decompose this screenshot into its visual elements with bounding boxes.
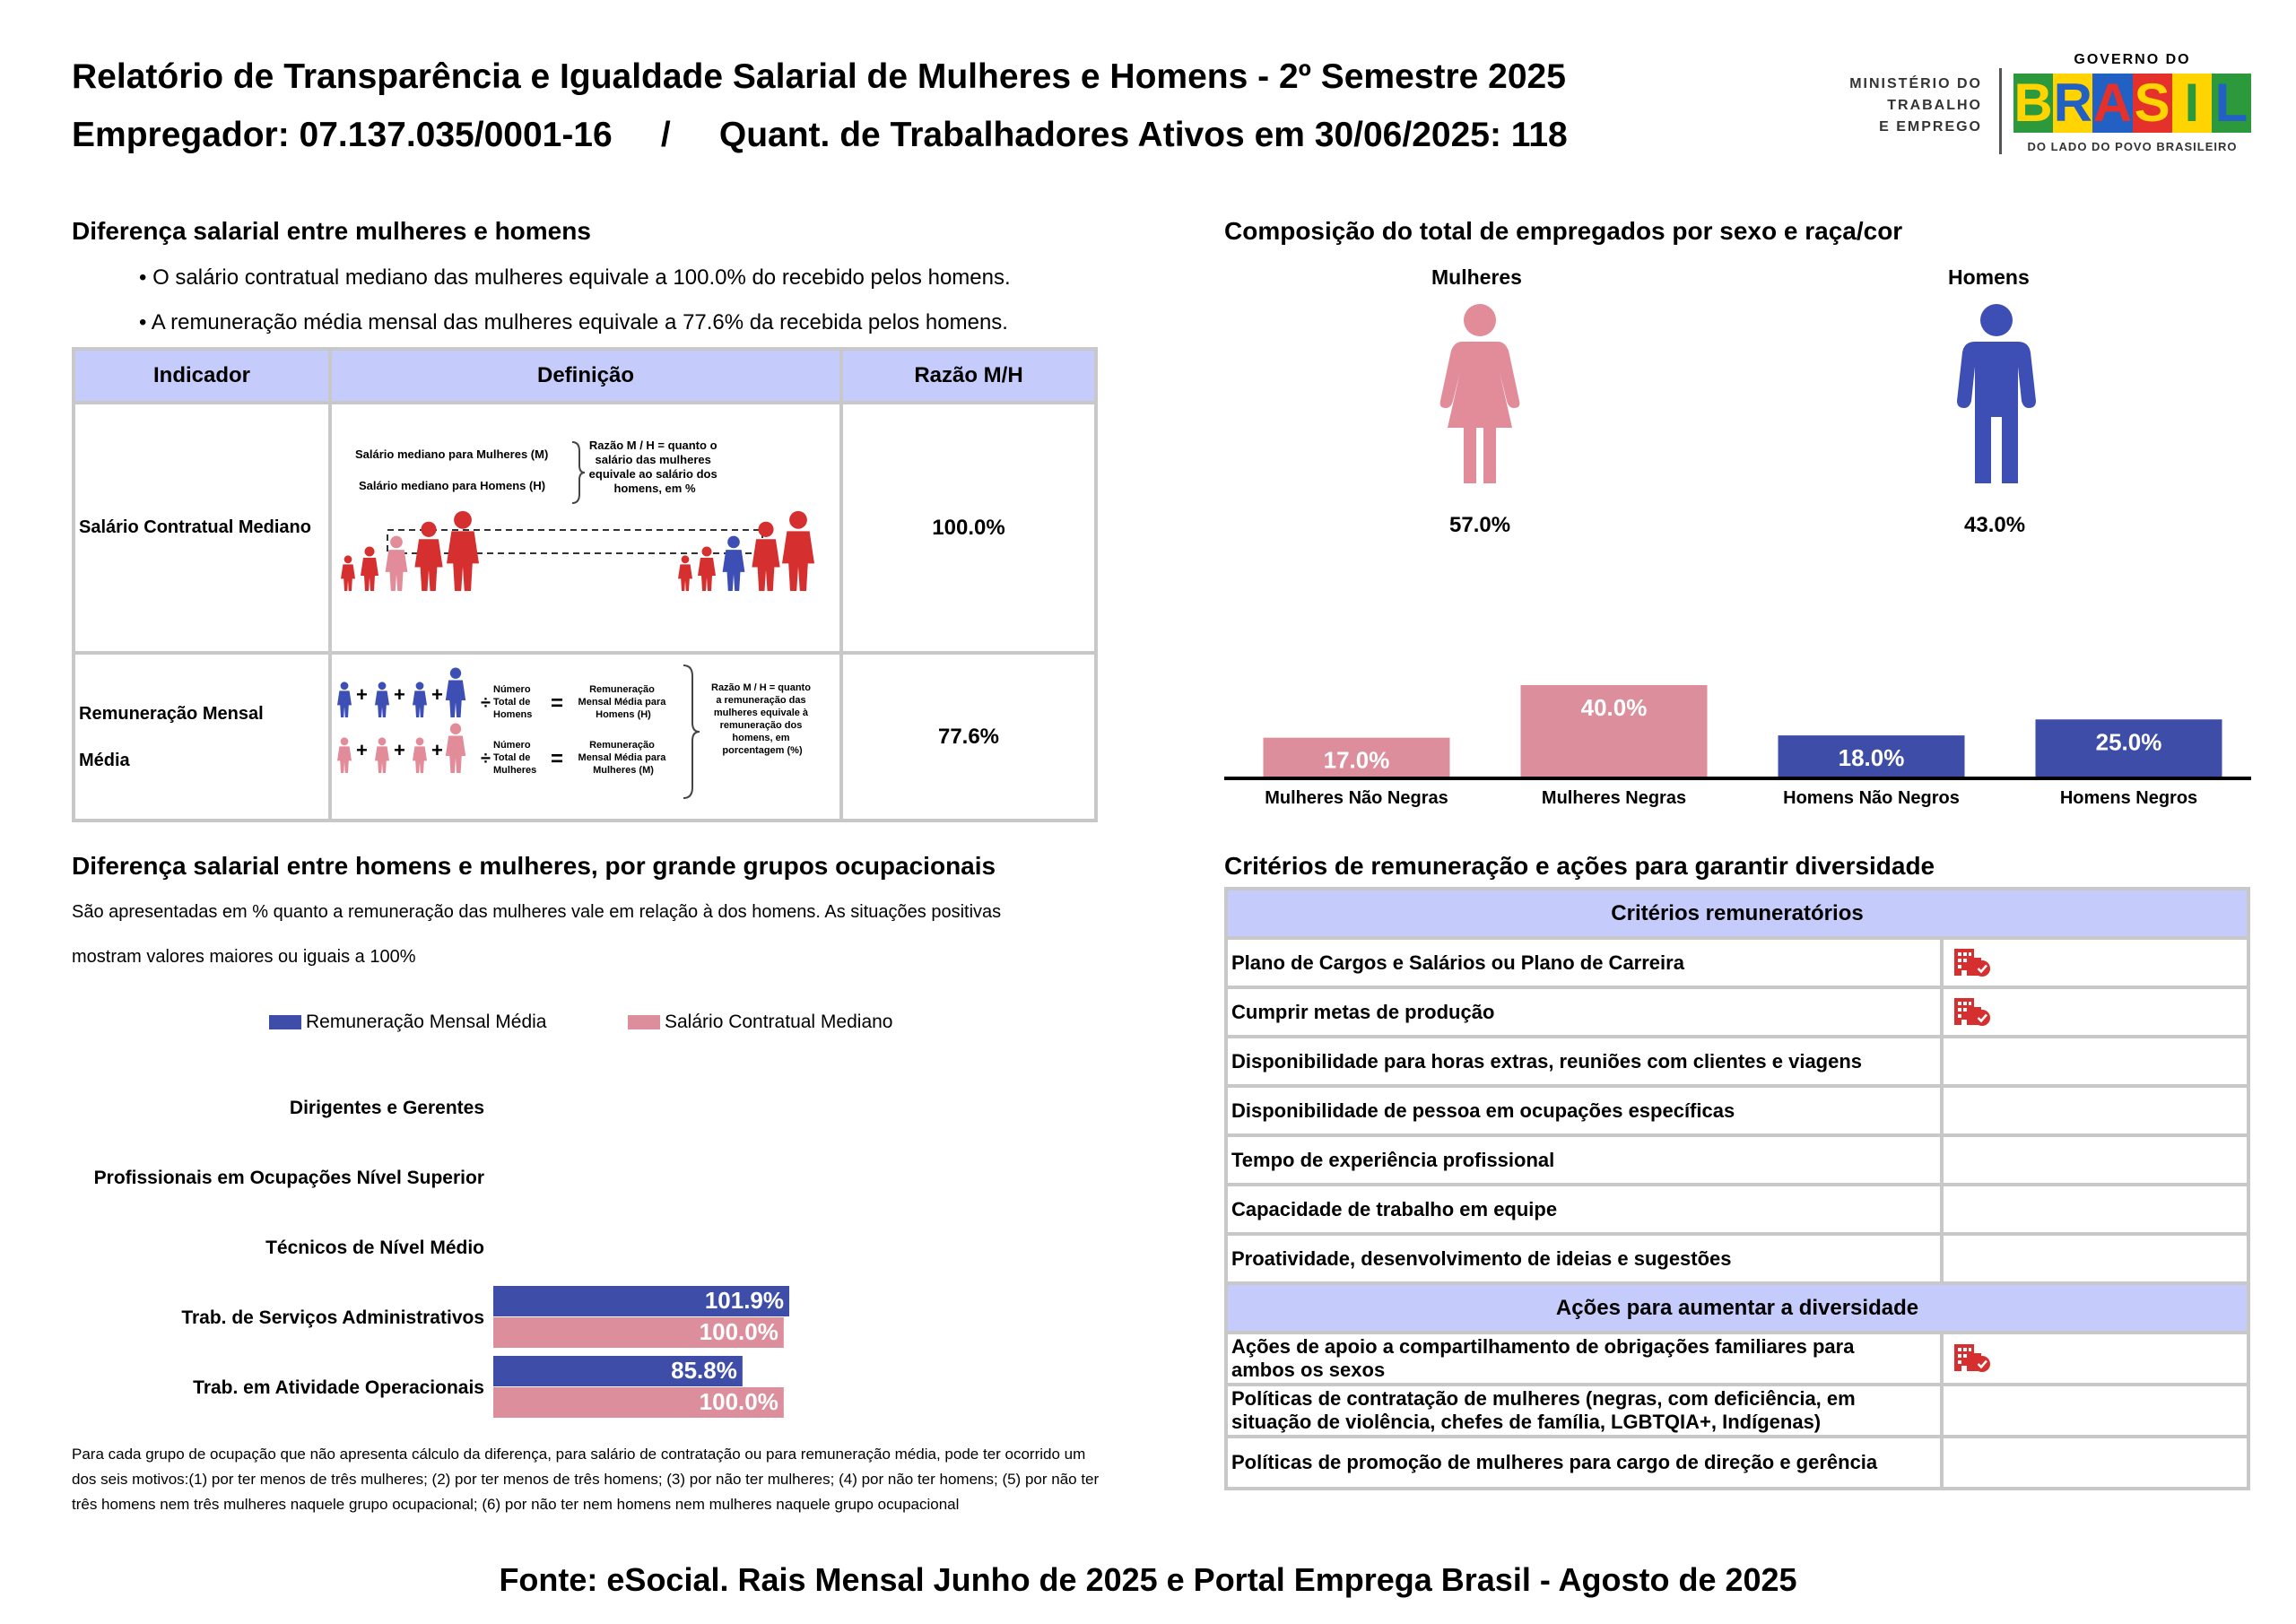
row-label-remuneracao (74, 653, 330, 821)
gov-logo-bottom: DO LADO DO POVO BRASILEIRO (2027, 140, 2238, 153)
eq-count-men: Número Total de Homens (493, 684, 533, 720)
table-row (1226, 1333, 2248, 1385)
criteria-table (1224, 887, 2250, 1490)
criteria-item-status (1942, 1086, 2248, 1135)
criteria-item-status (1942, 987, 2248, 1037)
indicator-table-header (74, 349, 1096, 403)
person-icon (386, 536, 408, 591)
composition-title: Composição do total de empregados por sexo e raça/cor (1224, 217, 1903, 245)
woman-icon (1426, 300, 1534, 489)
salary-gap-bullet-1: • O salário contratual mediano das mulheres equivale a 100.0% do recebido pelos homens. (139, 265, 1011, 290)
criteria-item-status (1942, 1135, 2248, 1185)
woman-figure-icon (413, 737, 427, 773)
table-row (74, 653, 1096, 821)
woman-figure-icon (337, 737, 352, 773)
occupational-desc-2: mostram valores maiores ou iguais a 100% (72, 947, 416, 967)
header-indicador: Indicador (74, 349, 330, 403)
criteria-item-label: Disponibilidade para horas extras, reuniões com clientes e viagens (1226, 1037, 1942, 1086)
woman-figure-icon (375, 737, 389, 773)
criteria-item-label: Capacidade de trabalho em equipe (1226, 1185, 1942, 1234)
legend-label-salario: Salário Contratual Mediano (665, 1012, 893, 1032)
man-figure-icon (375, 682, 389, 717)
logo-divider (1999, 68, 2002, 154)
women-percent: 57.0% (1449, 513, 1511, 537)
criteria-item-label: Disponibilidade de pessoa em ocupações específicas (1226, 1086, 1942, 1135)
table-row (74, 403, 1096, 653)
occupational-bar-value: 100.0% (699, 1318, 778, 1345)
composition-bar-value: 40.0% (1580, 694, 1648, 721)
diagram-note: Razão M / H = quanto o salário das mulheres equivale ao salário dos homens, em % (588, 439, 718, 495)
table-row (1226, 1037, 2248, 1086)
action-item-label: Políticas de contratação de mulheres (negras, com deficiência, em situação de violência, chefes de família, LGBTQIA+, Indígenas) (1226, 1385, 1942, 1437)
occupational-title: Diferença salarial entre homens e mulheres, por grande grupos ocupacionais (72, 852, 996, 880)
person-icon (723, 536, 745, 591)
occupational-desc-1: São apresentadas em % quanto a remuneração das mulheres vale em relação à dos homens. As situações positivas (72, 902, 1002, 922)
man-icon (1943, 300, 2050, 489)
criteria-title: Critérios de remuneração e ações para garantir diversidade (1224, 852, 1935, 880)
brasil-wordmark: B R A S I L (2013, 74, 2251, 133)
plus-sign: + (394, 739, 405, 761)
salario-diagram (332, 404, 839, 647)
men-figures (678, 511, 814, 591)
composition-category-label: Homens Negros (2059, 788, 2198, 808)
diagram-brace (572, 442, 585, 503)
person-icon (414, 522, 442, 591)
indicator-table (72, 347, 1098, 822)
header-definicao: Definição (330, 349, 841, 403)
building-check-icon (1947, 999, 1992, 1021)
eq-brace (683, 665, 700, 798)
man-figure-icon (413, 682, 427, 717)
women-figures (341, 511, 479, 591)
header-razao: Razão M/H (841, 349, 1096, 403)
person-icon (752, 522, 779, 591)
composition-bar-value: 18.0% (1838, 744, 1905, 772)
legend-swatch-remuneracao (269, 1015, 301, 1029)
composition-bar-value: 17.0% (1323, 746, 1390, 774)
woman-figure-icon (446, 724, 465, 773)
criteria-item-status (1942, 1037, 2248, 1086)
criteria-item-label: Cumprir metas de produção (1226, 987, 1942, 1037)
definition-remuneracao-diagram (330, 653, 841, 821)
person-icon (678, 555, 692, 591)
equals-sign-women: = (551, 747, 564, 771)
person-icon (782, 511, 814, 591)
occ-label-administrativos: Trab. de Serviços Administrativos (181, 1307, 484, 1328)
occupational-footnote: Para cada grupo de ocupação que não apresenta cálculo da diferença, para salário de contratação ou para remuneração média, pode ter ocorrido um dos seis motivos:(1) por ter menos de três mulheres; (2) por ter menos de três homens; (3) por não ter mulheres; (4) por não ter homens; (5) por não ter três homens nem três mulheres naquele grupo ocupacional; (6) por não ter nem homens nem mulheres naquele grupo ocupacional (72, 1446, 1100, 1513)
composition-bar-value: 25.0% (2095, 728, 2162, 756)
plus-sign: + (356, 739, 368, 761)
ministry-line-2: TRABALHO (1887, 98, 1982, 113)
divide-sign-men: ÷ (481, 693, 491, 713)
person-icon (341, 555, 355, 591)
criteria-item-label: Plano de Cargos e Salários ou Plano de Carreira (1226, 938, 1942, 987)
man-figure-icon (337, 682, 352, 717)
eq-count-women: Número Total de Mulheres (493, 740, 537, 776)
action-item-status (1942, 1333, 2248, 1385)
building-check-icon (1947, 950, 1992, 972)
legend-swatch-salario (628, 1015, 660, 1029)
salary-gap-bullet-2: • A remuneração média mensal das mulheres equivale a 77.6% da recebida pelos homens. (139, 310, 1008, 334)
criteria-header: Critérios remuneratórios (1226, 889, 2248, 938)
table-row (1226, 1086, 2248, 1135)
criteria-item-label: Tempo de experiência profissional (1226, 1135, 1942, 1185)
plus-sign: + (394, 683, 405, 706)
gov-brasil-logo (2013, 52, 2251, 160)
remuneracao-diagram (332, 655, 839, 814)
plus-sign: + (431, 739, 443, 761)
eq-note: Razão M / H = quanto a remuneração das mulheres equivale à remuneração dos homens, em porcentagem (%) (711, 682, 811, 756)
actions-header: Ações para aumentar a diversidade (1226, 1283, 2248, 1333)
row-label-salario: Salário Contratual Mediano (74, 403, 330, 653)
table-row (1226, 1234, 2248, 1283)
men-label: Homens (1948, 265, 2030, 289)
equals-sign-men: = (551, 691, 564, 716)
person-icon (361, 547, 378, 592)
ministry-logo (1830, 74, 1982, 138)
plus-sign: + (356, 683, 368, 706)
row-label-remuneracao-1: Remuneração Mensal (79, 703, 264, 724)
diagram-text-men: Salário mediano para Homens (H) (359, 479, 546, 492)
table-row (1226, 987, 2248, 1037)
occ-label-superior: Profissionais em Ocupações Nível Superior (93, 1168, 484, 1188)
page-title: Relatório de Transparência e Igualdade Salarial de Mulheres e Homens - 2º Semestre 2025 (72, 57, 1566, 96)
criteria-item-status (1942, 1234, 2248, 1283)
source-footer: Fonte: eSocial. Rais Mensal Junho de 2025 e Portal Emprega Brasil - Agosto de 2025 (499, 1561, 1797, 1598)
employer-line: Empregador: 07.137.035/0001-16 / Quant. de Trabalhadores Ativos em 30/06/2025: 118 (72, 116, 1568, 154)
legend-label-remuneracao: Remuneração Mensal Média (306, 1012, 547, 1032)
men-percent: 43.0% (1964, 513, 2026, 537)
composition-category-label: Mulheres Não Negras (1265, 788, 1448, 808)
table-row (1226, 1185, 2248, 1234)
diagram-text-women: Salário mediano para Mulheres (M) (355, 447, 549, 461)
action-item-label: Ações de apoio a compartilhamento de obrigações familiares para ambos os sexos (1226, 1333, 1942, 1385)
action-item-status (1942, 1437, 2248, 1489)
eq-result-women: Remuneração Mensal Média para Mulheres (M) (578, 740, 666, 776)
composition-category-label: Mulheres Negras (1541, 788, 1687, 808)
man-figure-icon (446, 668, 465, 717)
ratio-remuneracao: 77.6% (841, 653, 1096, 821)
table-row (1226, 1385, 2248, 1437)
criteria-item-label: Proatividade, desenvolvimento de ideias e sugestões (1226, 1234, 1942, 1283)
men-equation-figures (337, 668, 465, 761)
divide-sign-women: ÷ (481, 749, 491, 769)
criteria-item-status (1942, 1185, 2248, 1234)
ratio-salario: 100.0% (841, 403, 1096, 653)
table-row (1226, 1135, 2248, 1185)
composition-axis (1224, 777, 2251, 780)
occupational-bar-value: 85.8% (671, 1357, 737, 1384)
definition-salario-diagram (330, 403, 841, 653)
criteria-item-status (1942, 938, 2248, 987)
occupational-bar-value: 101.9% (704, 1287, 784, 1314)
ministry-line-3: E EMPREGO (1879, 119, 1982, 135)
person-icon (447, 511, 479, 591)
building-check-icon (1947, 1346, 1992, 1368)
gov-logo-top: GOVERNO DO (2074, 52, 2191, 67)
ministry-line-1: MINISTÉRIO DO (1849, 76, 1982, 91)
composition-bar-chart (1224, 664, 2256, 816)
action-item-status (1942, 1385, 2248, 1437)
row-label-remuneracao-2: Média (79, 750, 130, 770)
occ-label-tecnicos: Técnicos de Nível Médio (265, 1238, 484, 1258)
composition-category-label: Homens Não Negros (1783, 788, 1960, 808)
plus-sign: + (431, 683, 443, 706)
women-label: Mulheres (1431, 265, 1522, 289)
action-item-label: Políticas de promoção de mulheres para cargo de direção e gerência (1226, 1437, 1942, 1489)
eq-result-men: Remuneração Mensal Média para Homens (H) (578, 684, 666, 720)
occupational-bar-value: 100.0% (699, 1388, 778, 1415)
occ-label-dirigentes: Dirigentes e Gerentes (289, 1098, 484, 1118)
occ-label-operacionais: Trab. em Atividade Operacionais (193, 1377, 484, 1398)
table-row (1226, 938, 2248, 987)
salary-gap-title: Diferença salarial entre mulheres e homens (72, 217, 591, 245)
table-row (1226, 1437, 2248, 1489)
occupational-bar-chart (491, 1076, 850, 1435)
